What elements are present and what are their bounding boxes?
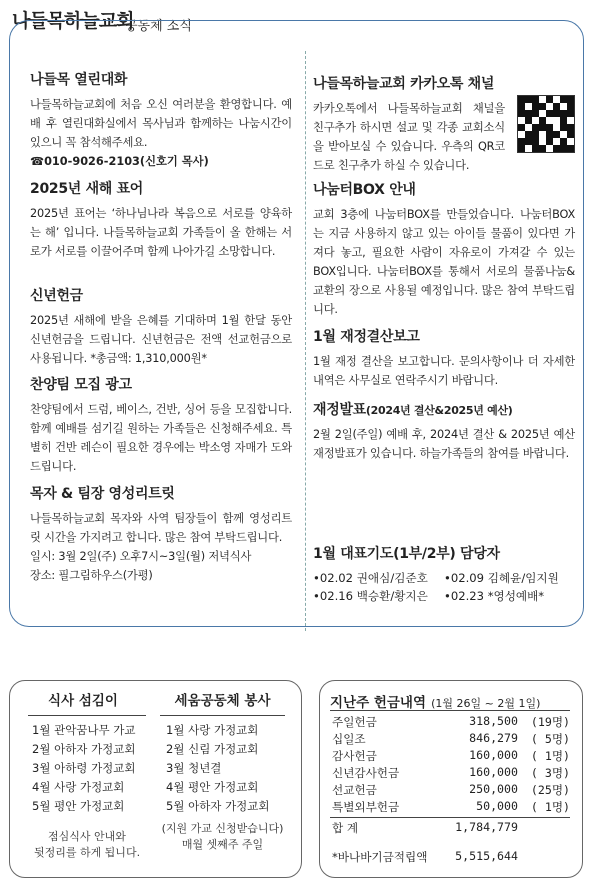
meal-column — [28, 689, 153, 859]
section-title: 나들목하늘교회 카카오톡 채널 — [313, 76, 495, 92]
meal-note-line: 뒷정리를 하게 됩니다. — [33, 846, 141, 859]
section-open-talk — [30, 69, 292, 171]
offering-count: ( 1명) — [530, 749, 570, 763]
prayer-entry: •02.23 *영성예배* — [444, 589, 545, 603]
section-title: 1월 재정결산보고 — [313, 329, 420, 345]
offering-amount: 250,000 — [469, 782, 518, 796]
meal-title-underline — [28, 715, 146, 716]
section-body: 2025년 새해에 받을 은혜를 기대하며 1월 한달 동안 신년헌금을 드립니다. 신년헌금은 전액 선교헌금으로 사용됩니다. *총금액: 1,310,000원* — [30, 314, 292, 365]
section-title — [313, 399, 575, 419]
news-box — [9, 20, 584, 627]
cleaning-item: 4월 평안 가정교회 — [166, 780, 259, 794]
church-logo: 나들목하늘교회 — [12, 10, 134, 32]
barnabas-fund-amount: 5,515,644 — [455, 849, 518, 863]
offering-name: 십일조 — [332, 732, 366, 746]
section-title-main: 재정발표 — [313, 402, 366, 418]
offering-header-underline — [330, 710, 570, 711]
section-title: 1월 대표기도(1부/2부) 담당자 — [313, 546, 500, 562]
offering-amount: 160,000 — [469, 765, 518, 779]
offering-count: (19명) — [530, 715, 570, 729]
section-body: 교회 3층에 나눔터BOX를 만들었습니다. 나눔터BOX는 지금 사용하지 않고 있는 아이들 물품이 있다면 가져다 놓고, 필요한 사람이 자유로이 가져갈 수 있는 BOX입니다. 나눔터BOX를 통해서 서로의 물품나눔&교환의 장으로 사용될 예정입니다. 많은 참여 부탁드립니다. — [313, 208, 575, 316]
cleaning-note-line: (지원 가교 신청받습니다) — [161, 822, 284, 835]
prayer-entry: •02.09 김혜윤/임지원 — [444, 571, 559, 585]
section-prayer-leaders — [313, 543, 581, 605]
offering-count: ( 5명) — [530, 732, 570, 746]
offering-name: 신년감사헌금 — [332, 766, 400, 780]
cleaning-item: 1월 사랑 가정교회 — [166, 723, 259, 737]
cleaning-note — [160, 821, 285, 853]
column-divider — [305, 51, 306, 631]
section-body: 나들목하늘교회에 처음 오신 여러분을 환영합니다. 예배 후 열린대화실에서 목사님과 함께하는 나눔시간이 있으니 꼭 참석해주세요. — [30, 98, 292, 149]
offering-period: (1월 26일 ~ 2월 1일) — [431, 697, 541, 710]
section-jan-finance — [313, 326, 575, 390]
section-body: 1월 재정 결산을 보고합니다. 문의사항이나 더 자세한 내역은 사무실로 연락주시기 바랍니다. — [313, 355, 575, 387]
meal-title: 식사 섬김이 — [48, 693, 118, 709]
meal-item: 2월 아하자 가정교회 — [32, 742, 136, 756]
section-title: 나눔터BOX 안내 — [313, 182, 416, 198]
header-subtitle: 공동체 소식 — [125, 19, 192, 34]
offering-total-divider — [330, 817, 570, 818]
section-title: 나들목 열린대화 — [30, 72, 128, 88]
cleaning-item: 3월 청년결 — [166, 761, 222, 775]
section-body: 찬양팀에서 드럼, 베이스, 건반, 싱어 등을 모집합니다. 함께 예배를 섬기길 원하는 가족들은 신청해주세요. 특별히 건반 레슨이 필요한 경우에는 박소영 자매가 도와드립니다. — [30, 403, 292, 473]
meal-item: 5월 평안 가정교회 — [32, 799, 125, 813]
meal-note — [28, 829, 146, 861]
prayer-row — [313, 587, 581, 605]
offering-name: 주일헌금 — [332, 715, 377, 729]
cleaning-title-underline — [160, 715, 285, 716]
offering-count: (25명) — [530, 783, 570, 797]
offering-name: 선교헌금 — [332, 783, 377, 797]
offering-row — [332, 765, 570, 782]
meal-list — [32, 721, 136, 816]
offering-total: 1,784,779 — [455, 820, 518, 834]
contact-phone: ☎010-9026-2103(신호기 목사) — [30, 155, 209, 168]
barnabas-fund-label: *바나바기금적립액 — [332, 850, 428, 864]
section-new-year-motto — [30, 178, 292, 261]
section-body: 2월 2일(주일) 예배 후, 2024년 결산 & 2025년 예산 재정발표가 있습니다. 하늘가족들의 참여를 바랍니다. — [313, 428, 575, 460]
section-worship-team — [30, 374, 292, 476]
prayer-row — [313, 569, 581, 587]
prayer-entry: •02.16 백승환/황지은 — [313, 589, 428, 603]
offering-title: 지난주 헌금내역 — [330, 695, 426, 711]
section-title: 신년헌금 — [30, 288, 83, 304]
offering-count: ( 1명) — [530, 800, 570, 814]
meal-item: 3월 아하령 가정교회 — [32, 761, 136, 775]
offering-count: ( 3명) — [530, 766, 570, 780]
cleaning-item: 5월 아하자 가정교회 — [166, 799, 270, 813]
offering-amount: 846,279 — [469, 731, 518, 745]
meal-note-line: 점심식사 안내와 — [48, 830, 126, 843]
retreat-date: 일시: 3월 2일(주) 오후7시~3일(월) 저녁식사 — [30, 550, 252, 563]
offering-amount: 160,000 — [469, 748, 518, 762]
offering-amount: 318,500 — [469, 714, 518, 728]
section-finance-announcement — [313, 399, 575, 463]
offering-row — [332, 748, 570, 765]
section-body: 카카오톡에서 나들목하늘교회 채널을 친구추가 하시면 설교 및 각종 교회소식을 받아보실 수 있습니다. 우측의 QR코드로 친구추가 하실 수 있습니다. — [313, 102, 505, 172]
cleaning-title: 세움공동체 봉사 — [174, 693, 271, 709]
cleaning-list — [166, 721, 270, 816]
section-title: 목자 & 팀장 영성리트릿 — [30, 486, 175, 502]
section-sharing-box — [313, 179, 575, 319]
offering-amount: 50,000 — [476, 799, 518, 813]
offering-box — [319, 680, 583, 878]
prayer-entry: •02.02 권애심/김준호 — [313, 571, 428, 585]
offering-name: 감사헌금 — [332, 749, 377, 763]
offering-total-label: 합 계 — [332, 821, 359, 835]
section-title: 찬양팀 모집 광고 — [30, 377, 132, 393]
section-body: 나들목하늘교회 목자와 사역 팀장들이 함께 영성리트릿 시간을 가지려고 합니다. 많은 참여 부탁드립니다. — [30, 512, 292, 544]
offering-name: 특별외부헌금 — [332, 800, 400, 814]
section-body: 2025년 표어는 ‘하나님나라 복음으로 서로를 양육하는 해’ 입니다. 나들목하늘교회 가족들이 올 한해는 서로가 서로를 이끌어주며 함께 나아가길 소망합니다. — [30, 207, 292, 258]
retreat-place: 장소: 필그림하우스(가평) — [30, 569, 153, 582]
section-kakao-channel — [313, 73, 571, 175]
meal-item: 4월 사랑 가정교회 — [32, 780, 125, 794]
cleaning-item: 2월 신림 가정교회 — [166, 742, 259, 756]
section-new-year-offering — [30, 285, 292, 368]
cleaning-note-line: 매월 셋째주 주일 — [181, 838, 264, 851]
section-retreat — [30, 483, 292, 585]
section-title-note: (2024년 결산&2025년 예산) — [365, 404, 513, 417]
meal-item: 1월 관악꿈나무 가교 — [32, 723, 136, 737]
offering-row — [332, 799, 570, 816]
offering-row — [332, 731, 570, 748]
service-box — [9, 680, 302, 878]
section-title: 2025년 새해 표어 — [30, 181, 144, 197]
cleaning-column — [160, 689, 290, 851]
offering-row — [332, 714, 570, 731]
offering-total-row — [332, 820, 570, 837]
barnabas-fund-row — [332, 849, 570, 866]
offering-header — [330, 691, 540, 711]
qr-code-icon[interactable] — [517, 95, 575, 153]
offering-row — [332, 782, 570, 799]
